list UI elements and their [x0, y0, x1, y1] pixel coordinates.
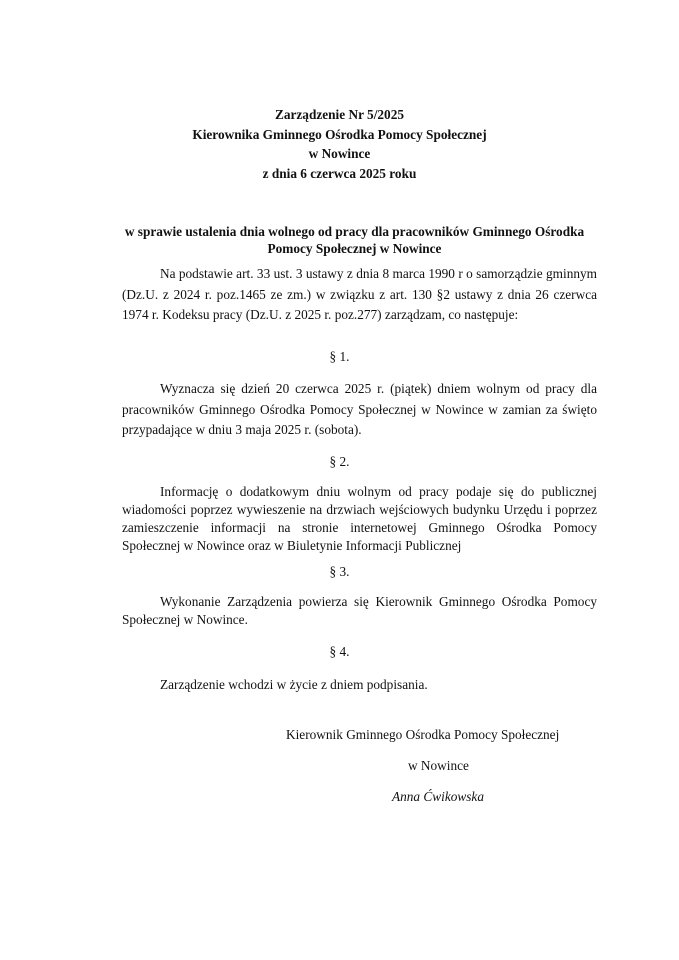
- section-3-text: Wykonanie Zarządzenia powierza się Kierownik Gminnego Ośrodka Pomocy Społecznej w Nowince.: [122, 594, 597, 627]
- section-2-text: Informację o dodatkowym dniu wolnym od pracy podaje się do publicznej wiadomości poprzez wywieszenie na drzwiach wejściowych budynku Urzędu i poprzez zamieszczenie informacji na stronie internetowej Gminnego Ośrodka Pomocy Społecznej w Nowince oraz w Biuletynie Informacji Publicznej: [122, 484, 597, 553]
- section-4-heading: § 4.: [329, 644, 350, 659]
- document-subject: w sprawie ustalenia dnia wolnego od pracy dla pracowników Gminnego Ośrodka Pomocy Społecznej w Nowince: [124, 224, 585, 256]
- section-3-heading: § 3.: [329, 564, 350, 579]
- section-1-heading: § 1.: [329, 349, 350, 364]
- signature-place: w Nowince: [408, 758, 469, 773]
- title-line-issuer: Kierownika Gminnego Ośrodka Pomocy Społecznej: [192, 126, 487, 142]
- title-line-place: w Nowince: [308, 146, 371, 161]
- document-title: [0, 105, 679, 183]
- signature-name: Anna Ćwikowska: [392, 789, 484, 804]
- signature-role: Kierownik Gminnego Ośrodka Pomocy Społecznej: [286, 727, 560, 742]
- preamble-paragraph: Na podstawie art. 33 ust. 3 ustawy z dnia 8 marca 1990 r o samorządzie gminnym (Dz.U. z 2024 r. poz.1465 ze zm.) w związku z art. 130 §2 ustawy z dnia 26 czerwca 1974 r. Kodeksu pracy (Dz.U. z 2025 r. poz.277) zarządzam, co następuje:: [122, 266, 597, 322]
- section-2-heading: § 2.: [329, 454, 350, 469]
- title-line-number: Zarządzenie Nr 5/2025: [274, 107, 404, 122]
- title-line-date: z dnia 6 czerwca 2025 roku: [262, 165, 417, 181]
- section-4-text: Zarządzenie wchodzi w życie z dniem podpisania.: [160, 677, 428, 692]
- section-1-text: Wyznacza się dzień 20 czerwca 2025 r. (piątek) dniem wolnym od pracy dla pracowników Gminnego Ośrodka Pomocy Społecznej w Nowince w zamian za święto przypadające w dniu 3 maja 2025 r. (sobota).: [122, 381, 597, 437]
